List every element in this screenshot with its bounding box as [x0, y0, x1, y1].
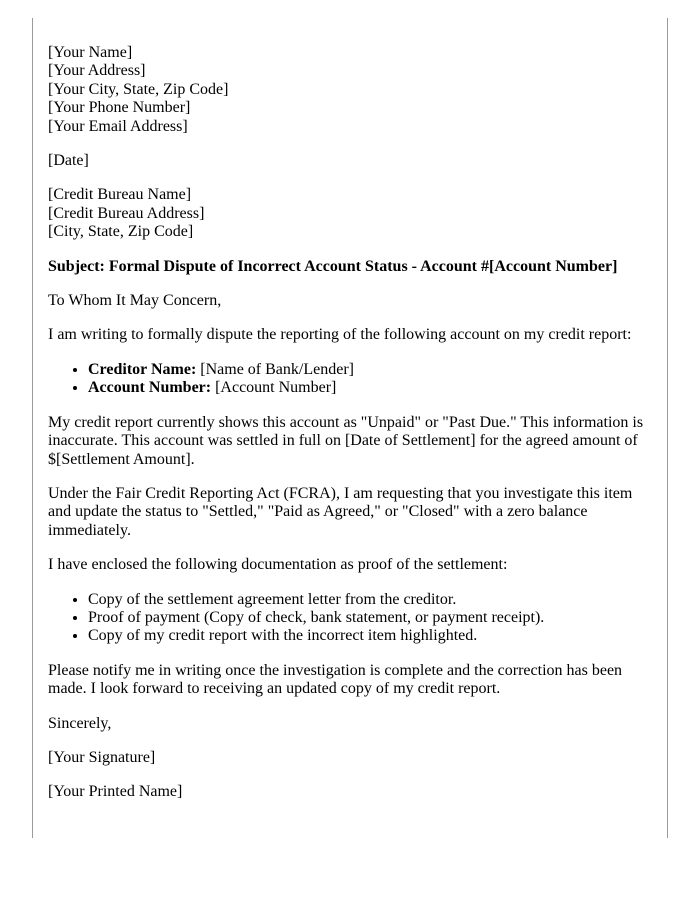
account-detail-value: [Name of Bank/Lender]	[200, 360, 354, 378]
recipient-name-line: [Credit Bureau Name]	[48, 186, 192, 204]
signature-line: [Your Signature]	[48, 748, 156, 766]
enclosure-item: • Copy of the settlement agreement letter from the creditor.	[88, 591, 652, 609]
intro-paragraph: I am writing to formally dispute the reporting of the following account on my credit report:	[48, 326, 632, 344]
sender-city-line: [Your City, State, Zip Code]	[48, 80, 229, 98]
sender-block	[48, 44, 652, 136]
letter-page	[32, 18, 668, 838]
salutation: To Whom It May Concern,	[48, 292, 222, 310]
recipient-block	[48, 186, 652, 241]
subject-line: Subject: Formal Dispute of Incorrect Account Status - Account #[Account Number]	[48, 257, 618, 275]
account-detail-value: [Account Number]	[215, 379, 337, 397]
recipient-address-line: [Credit Bureau Address]	[48, 204, 205, 222]
enclosures-list	[48, 591, 652, 646]
sender-name-line: [Your Name]	[48, 44, 133, 61]
recipient-city-line: [City, State, Zip Code]	[48, 223, 194, 241]
signoff: Sincerely,	[48, 714, 112, 732]
printed-name-line: [Your Printed Name]	[48, 783, 183, 801]
enclosure-item: • Copy of my credit report with the incorrect item highlighted.	[88, 627, 652, 645]
account-detail-label: Account Number:	[88, 379, 212, 397]
enclosed-intro-paragraph: I have enclosed the following documentation as proof of the settlement:	[48, 556, 508, 574]
sender-address-line: [Your Address]	[48, 62, 146, 80]
sender-email-line: [Your Email Address]	[48, 117, 188, 135]
account-detail-item	[88, 379, 652, 397]
account-detail-label: Creditor Name:	[88, 360, 197, 378]
account-details-list	[48, 361, 652, 398]
dispute-paragraph: My credit report currently shows this account as "Unpaid" or "Past Due." This information is inaccurate. This account was settled in full on [Date of Settlement] for the agreed amount of $[Settlement Amount].	[48, 413, 644, 468]
closing-paragraph: Please notify me in writing once the investigation is complete and the correction has been made. I look forward to receiving an updated copy of my credit report.	[48, 661, 623, 698]
enclosure-item: • Proof of payment (Copy of check, bank statement, or payment receipt).	[88, 609, 652, 627]
fcra-paragraph: Under the Fair Credit Reporting Act (FCRA), I am requesting that you investigate this item and update the status to "Settled," "Paid as Agreed," or "Closed" with a zero balance immediately.	[48, 484, 633, 539]
account-detail-item	[88, 361, 652, 379]
sender-phone-line: [Your Phone Number]	[48, 99, 191, 117]
date-line: [Date]	[48, 152, 89, 170]
